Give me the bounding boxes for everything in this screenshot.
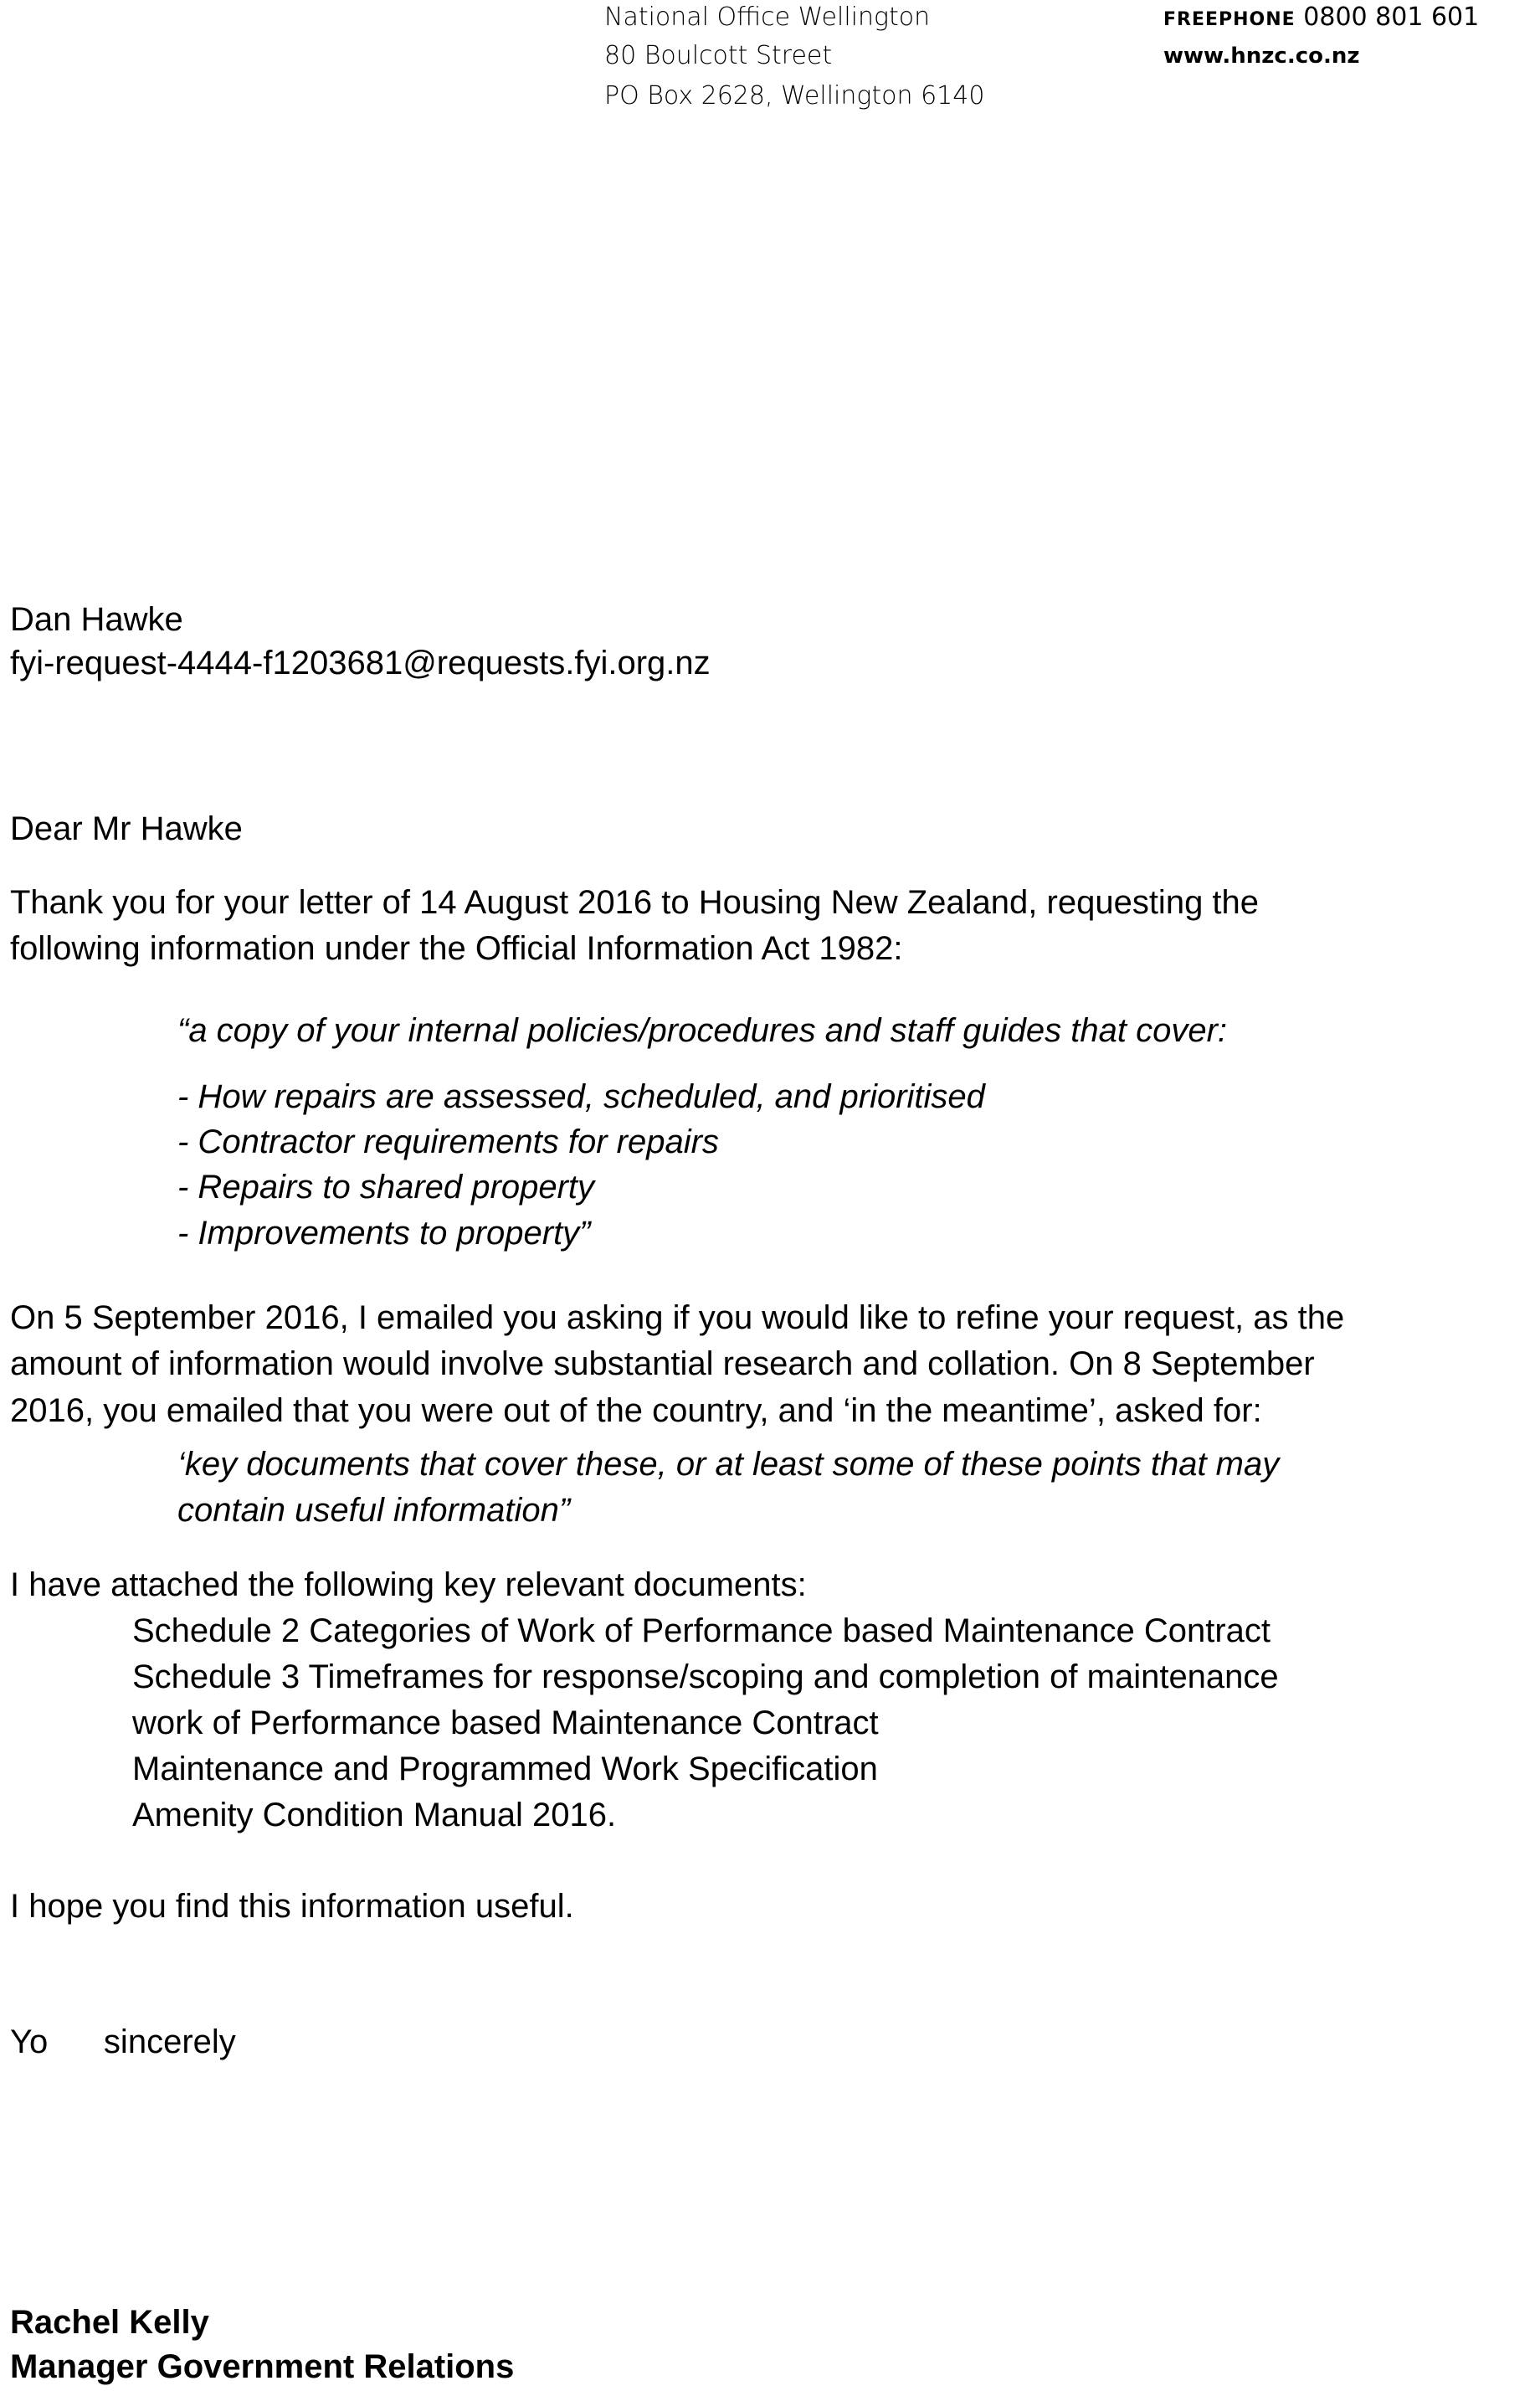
attachment-item: Schedule 3 Timeframes for response/scoping and completion of maintenance	[132, 1658, 1279, 1695]
signatory-name: Rachel Kelly	[10, 2304, 209, 2341]
attachment-item: Maintenance and Programmed Work Specification	[132, 1751, 878, 1787]
attachment-item: Schedule 2 Categories of Work of Performance based Maintenance Contract	[132, 1612, 1270, 1649]
quote-item: - Contractor requirements for repairs	[177, 1124, 719, 1160]
quote-line: ‘key documents that cover these, or at least some of these points that may	[177, 1446, 1280, 1483]
office-pobox: PO Box 2628, Wellington 6140	[604, 81, 985, 111]
quote-line: contain useful information”	[177, 1492, 571, 1529]
office-name: National Office Wellington	[604, 3, 931, 32]
attachments-intro: I have attached the following key relevant documents:	[10, 1566, 807, 1603]
quote-item: - Repairs to shared property	[177, 1169, 595, 1206]
paragraph-line: On 5 September 2016, I emailed you asking if you would like to refine your request, as the	[10, 1299, 1345, 1336]
freephone-label: FREEPHONE	[1163, 9, 1296, 30]
salutation: Dear Mr Hawke	[10, 810, 243, 847]
quote-item: - How repairs are assessed, scheduled, and prioritised	[177, 1078, 985, 1115]
sign-off: Yo sincerely	[10, 2023, 236, 2060]
website-link[interactable]: www.hnzc.co.nz	[1163, 44, 1360, 69]
office-street: 80 Boulcott Street	[604, 41, 833, 70]
quote-item: - Improvements to property”	[177, 1215, 591, 1252]
attachment-item: Amenity Condition Manual 2016.	[132, 1797, 617, 1833]
paragraph-line: 2016, you emailed that you were out of the country, and ‘in the meantime’, asked for:	[10, 1392, 1262, 1429]
recipient-email[interactable]: fyi-request-4444-f1203681@requests.fyi.org.nz	[10, 645, 711, 681]
paragraph-line: Thank you for your letter of 14 August 2016 to Housing New Zealand, requesting the	[10, 884, 1260, 921]
signatory-title: Manager Government Relations	[10, 2348, 515, 2385]
closing-hope: I hope you find this information useful.	[10, 1888, 574, 1925]
paragraph-line: following information under the Official Information Act 1982:	[10, 930, 903, 967]
paragraph-line: amount of information would involve substantial research and collation. On 8 September	[10, 1345, 1315, 1382]
quote-intro: “a copy of your internal policies/procedures and staff guides that cover:	[177, 1012, 1228, 1049]
attachment-item: work of Performance based Maintenance Contract	[132, 1705, 879, 1741]
recipient-name: Dan Hawke	[10, 601, 183, 638]
freephone-number: 0800 801 601	[1303, 3, 1480, 32]
